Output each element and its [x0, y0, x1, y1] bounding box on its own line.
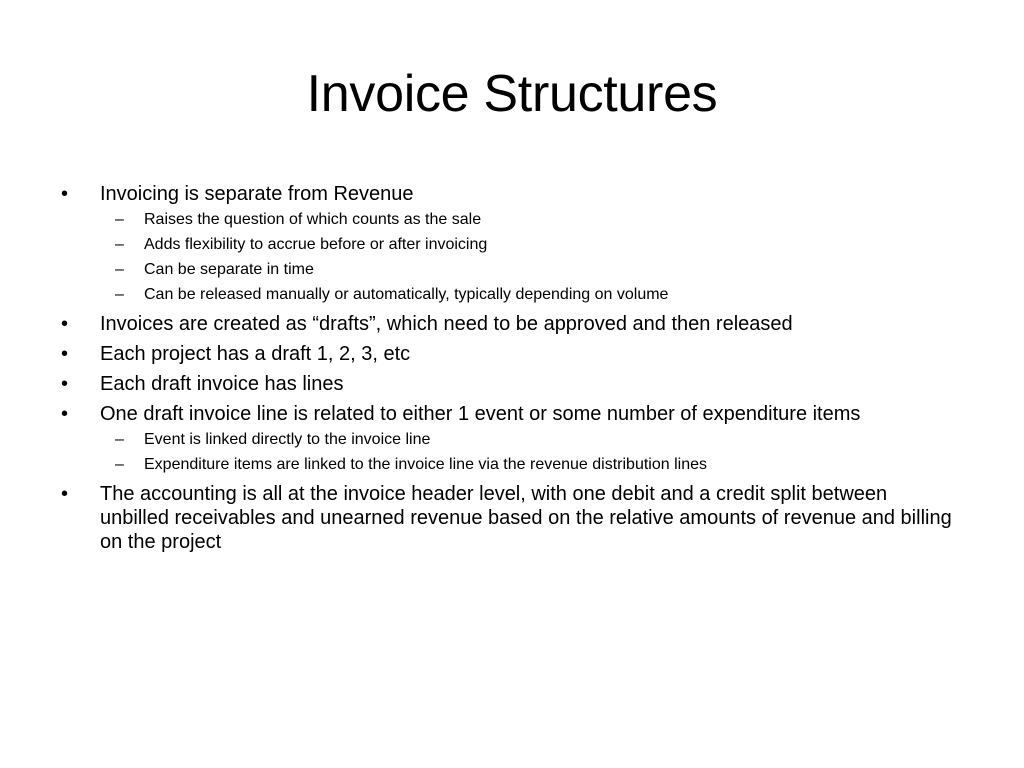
bullet-icon: •	[61, 343, 69, 365]
bullet-item	[58, 182, 958, 306]
bullet-text: Invoicing is separate from Revenue	[100, 183, 414, 205]
bullet-item	[58, 312, 958, 336]
sub-bullet-item	[100, 429, 958, 451]
bullet-text: Invoices are created as “drafts”, which need to be approved and then released	[100, 313, 793, 335]
bullet-text: The accounting is all at the invoice header level, with one debit and a credit split between unbilled receivables and unearned revenue based on the relative amounts of revenue and billing on the project	[100, 483, 952, 553]
dash-icon: –	[115, 211, 124, 228]
sub-bullet-list	[100, 429, 958, 476]
sub-bullet-item	[100, 284, 958, 306]
sub-bullet-text: Can be released manually or automatically, typically depending on volume	[144, 286, 669, 303]
bullet-icon: •	[61, 403, 69, 425]
bullet-text: Each project has a draft 1, 2, 3, etc	[100, 343, 411, 365]
sub-bullet-item	[100, 234, 958, 256]
dash-icon: –	[115, 431, 124, 448]
slide-body	[58, 182, 958, 560]
bullet-text: Each draft invoice has lines	[100, 373, 344, 395]
sub-bullet-text: Event is linked directly to the invoice line	[144, 431, 431, 448]
bullet-icon: •	[61, 483, 69, 505]
slide-title: Invoice Structures	[306, 65, 718, 123]
sub-bullet-text: Expenditure items are linked to the invoice line via the revenue distribution lines	[144, 456, 707, 473]
sub-bullet-item	[100, 454, 958, 476]
dash-icon: –	[115, 456, 124, 473]
bullet-text: One draft invoice line is related to either 1 event or some number of expenditure items	[100, 403, 861, 425]
dash-icon: –	[115, 236, 124, 253]
bullet-item	[58, 372, 958, 396]
sub-bullet-item	[100, 209, 958, 231]
bullet-item	[58, 342, 958, 366]
dash-icon: –	[115, 286, 124, 303]
sub-bullet-text: Raises the question of which counts as the sale	[144, 211, 482, 228]
bullet-item	[58, 482, 958, 554]
sub-bullet-text: Adds flexibility to accrue before or after invoicing	[144, 236, 488, 253]
sub-bullet-list	[100, 209, 958, 306]
bullet-icon: •	[61, 313, 69, 335]
bullet-list	[58, 182, 958, 554]
bullet-item	[58, 402, 958, 476]
bullet-icon: •	[61, 183, 69, 205]
bullet-icon: •	[61, 373, 69, 395]
dash-icon: –	[115, 261, 124, 278]
sub-bullet-item	[100, 259, 958, 281]
sub-bullet-text: Can be separate in time	[144, 261, 314, 278]
